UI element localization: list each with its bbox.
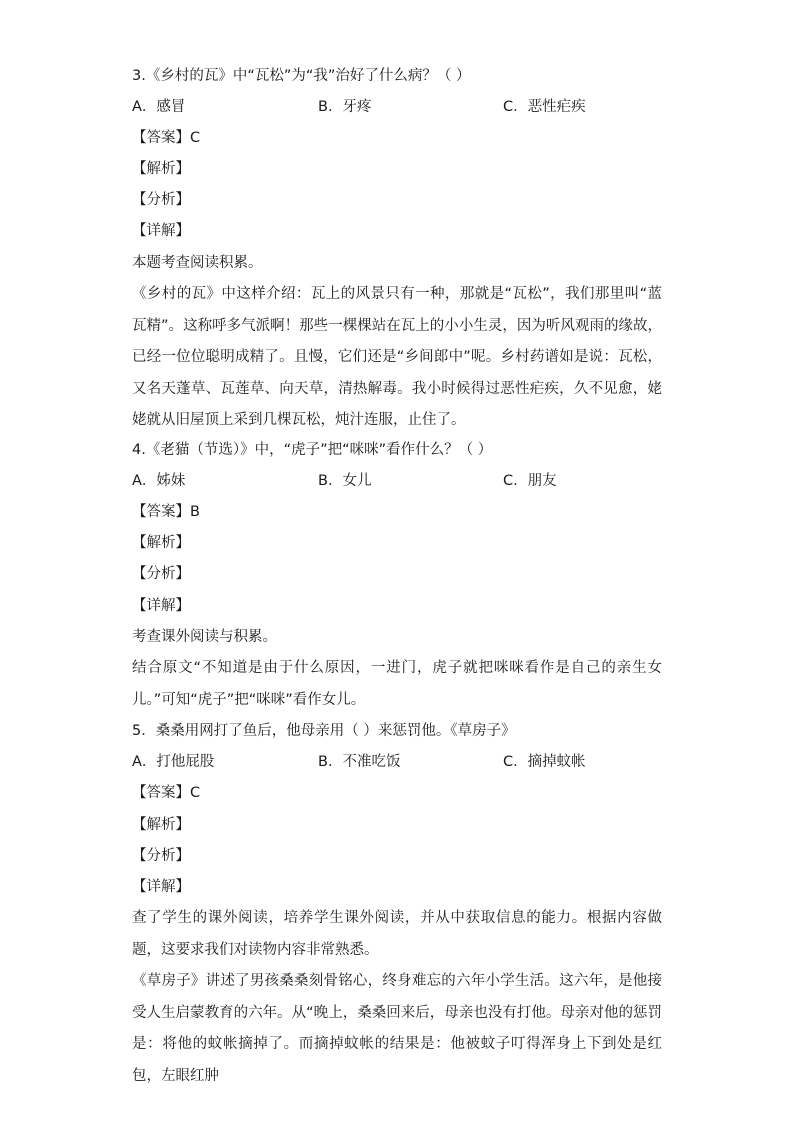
q4-option-b: B．女儿 (318, 473, 372, 489)
q3-breakdown-label: 【分析】 (132, 192, 190, 208)
q3-analysis-label: 【解析】 (132, 161, 190, 177)
q3-detail-paragraph: 《乡村的瓦》中这样介绍：瓦上的风景只有一种，那就是“瓦松”，我们那里叫“蓝瓦精”。这称呼多气派啊！那些一棵棵站在瓦上的小小生灵，因为听风观雨的缘故，已经一位位聪明成精了。且慢，它们还是“乡间郎中”呢。乡村药谱如是说：瓦松，又名天蓬草、瓦莲草、向天草，清热解毒。我小时候得过恶性疟疾，久不见愈，姥姥就从旧屋顶上采到几棵瓦松，炖汁连服，止住了。 (132, 286, 662, 428)
q4-analysis-label: 【解析】 (132, 535, 190, 551)
q5-option-a: A．打他屁股 (132, 754, 215, 770)
q5-option-b: B．不准吃饭 (318, 754, 401, 770)
q5-analysis-label: 【解析】 (132, 817, 190, 833)
q3-detail-intro: 本题考查阅读积累。 (132, 255, 263, 271)
q5-detail-paragraph: 《草房子》讲述了男孩桑桑刻骨铭心，终身难忘的六年小学生活。这六年，是他接受人生启蒙教育的六年。从“晚上，桑桑回来后，母亲也没有打他。母亲对他的惩罚是：将他的蚊帐摘掉了。而摘掉蚊帐的结果是：他被蚊子叮得浑身上下到处是红包，左眼红肿 (132, 973, 662, 1084)
q4-stem: 4.《老猫（节选）》中，“虎子”把“咪咪”看作什么？（ ） (132, 442, 493, 458)
q3-detail-label: 【详解】 (132, 223, 190, 239)
q3-answer: 【答案】C (132, 130, 201, 146)
q4-option-c: C．朋友 (503, 473, 557, 489)
q4-option-a: A．姊妹 (132, 473, 186, 489)
q3-stem: 3.《乡村的瓦》中“瓦松”为“我”治好了什么病？（ ） (132, 68, 471, 84)
q5-detail-intro: 查了学生的课外阅读，培养学生课外阅读，并从中获取信息的能力。根据内容做题，这要求我们对读物内容非常熟悉。 (132, 910, 662, 958)
q5-stem: 5．桑桑用网打了鱼后，他母亲用（ ）来惩罚他。《草房子》 (132, 723, 516, 739)
q5-detail-label: 【详解】 (132, 879, 190, 895)
q4-detail-intro: 考查课外阅读与积累。 (132, 629, 277, 645)
q5-answer: 【答案】C (132, 785, 201, 801)
q5-option-c: C．摘掉蚊帐 (503, 754, 586, 770)
q4-detail-paragraph: 结合原文“不知道是由于什么原因，一进门，虎子就把咪咪看作是自己的亲生女儿。”可知“虎子”把“咪咪”看作女儿。 (132, 660, 662, 708)
q5-breakdown-label: 【分析】 (132, 848, 190, 864)
q3-option-c: C．恶性疟疾 (503, 99, 586, 115)
q4-detail-label: 【详解】 (132, 598, 190, 614)
q3-option-b: B．牙疼 (318, 99, 372, 115)
q4-breakdown-label: 【分析】 (132, 566, 190, 582)
q3-option-a: A．感冒 (132, 99, 186, 115)
q4-answer: 【答案】B (132, 504, 200, 520)
